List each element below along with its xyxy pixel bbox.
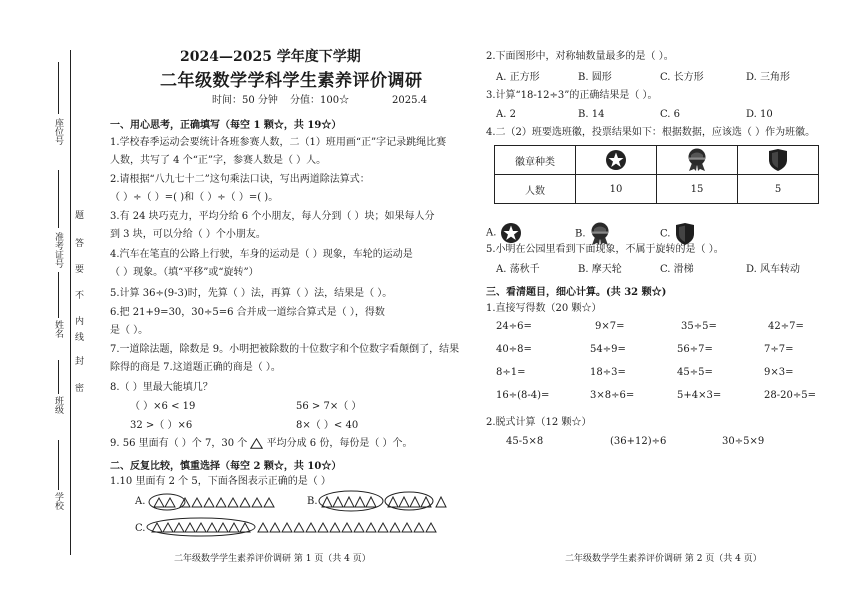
section2-title: 二、反复比较，慎重选择（每空 2 颗☆，共 10☆） xyxy=(110,461,342,472)
question-3: 3.有 24 块巧克力，平均分给 6 个小朋友，每人分到（ ）块；如果每人分 到 3 块，可以分给（ ）个小朋友。 xyxy=(110,211,435,240)
section3-sub1: 1.直接写得数（20 颗☆） xyxy=(486,303,602,314)
question-8d: 8×（ ）< 40 xyxy=(296,420,359,431)
s2-question-1: 1.10 里面有 2 个 5，下面各图表示正确的是（ ） xyxy=(110,476,331,487)
medal-badge-count: 15 xyxy=(657,175,738,204)
calc-item: 7÷7= xyxy=(764,344,794,355)
question-9-pre: 9. 56 里面有（ ）个 7，30 个 xyxy=(110,438,248,449)
s2-question-3: 3.计算“18-12÷3”的正确结果是（ ）。 xyxy=(486,90,658,101)
shield-badge-count: 5 xyxy=(738,175,819,204)
badge-star-cell xyxy=(576,146,657,175)
badge-medal-cell xyxy=(657,146,738,175)
seal-char: 封 xyxy=(75,357,85,367)
calc-item: 9×7= xyxy=(595,321,625,332)
s2-q5-option-d[interactable]: D. 风车转动 xyxy=(746,264,801,275)
triangle-icon xyxy=(250,438,263,449)
s2-q3-option-c[interactable]: C. 6 xyxy=(660,109,681,120)
calc-item: 3×8÷6= xyxy=(590,390,635,401)
exam-date: 2025.4 xyxy=(392,95,427,106)
s2-q4-option-a[interactable]: A. xyxy=(486,222,522,244)
question-7: 7.一道除法题，除数是 9。小明把被除数的十位数字和个位数字看颠倒了，结果 除得的商是 7.这道题正确的商是（ ）。 xyxy=(110,344,460,373)
s2-q5-option-c[interactable]: C. 滑梯 xyxy=(660,264,694,275)
step-calc-item: (36+12)÷6 xyxy=(610,436,667,447)
medal-badge-icon xyxy=(686,148,708,172)
class-label: 班级 xyxy=(53,396,63,414)
binding-line xyxy=(70,50,71,555)
school-field[interactable] xyxy=(58,440,59,490)
table-header-label: 徽章种类 xyxy=(495,146,576,175)
medal-badge-icon xyxy=(589,222,611,246)
calc-item: 45÷5= xyxy=(677,367,713,378)
page-title: 二年级数学学科学生素养评价调研 xyxy=(160,71,423,91)
question-1: 1.学校春季运动会要统计各班参赛人数，二（1）班用画“正”字记录跳绳比赛 人数，共写了 4 个“正”字，参赛人数是（ ）人。 xyxy=(110,137,447,166)
s2-q3-option-a[interactable]: A. 2 xyxy=(496,109,516,120)
question-8b: 56 > 7×（ ） xyxy=(296,401,362,412)
s2-q3-option-d[interactable]: D. 10 xyxy=(746,109,773,120)
s2-q2-option-c[interactable]: C. 长方形 xyxy=(660,72,704,83)
s2-q5-option-a[interactable]: A. 荡秋千 xyxy=(496,264,540,275)
question-4: 4.汽车在笔直的公路上行驶，车身的运动是（ ）现象，车轮的运动是 （ ）现象。（填“平移”或“旋转”） xyxy=(110,249,413,278)
seal-char: 答 xyxy=(75,239,85,249)
s2-q5-option-b[interactable]: B. 摩天轮 xyxy=(578,264,622,275)
seal-char: 不 xyxy=(75,291,85,301)
question-5: 5.计算 36÷(9-3)时，先算（ ）法，再算（ ）法，结果是（ ）。 xyxy=(110,288,393,299)
section1-title: 一、用心思考，正确填写（每空 1 颗☆，共 19☆） xyxy=(110,120,342,131)
s2-q2-option-a[interactable]: A. 正方形 xyxy=(496,72,540,83)
s2-question-4: 4.二（2）班要选班徽，投票结果如下：根据数据，应该选（ ）作为班徽。 xyxy=(486,127,816,138)
s2-q4-option-c[interactable]: C. xyxy=(660,222,696,246)
exam-number-label: 准考证号 xyxy=(53,232,63,268)
question-9 xyxy=(110,438,413,450)
table-row-label: 人数 xyxy=(495,175,576,204)
seat-number-label: 座位号 xyxy=(53,118,63,145)
question-8: 8.（ ）里最大能填几？ xyxy=(110,382,213,393)
calc-item: 56÷7= xyxy=(677,344,713,355)
s2-q1-option-b-label: B. xyxy=(307,496,318,507)
seal-char: 线 xyxy=(75,333,85,343)
seal-char: 题 xyxy=(75,211,85,221)
time-label: 时间：50 分钟 xyxy=(212,95,278,106)
seal-char: 要 xyxy=(75,265,85,275)
badge-vote-table xyxy=(494,145,819,204)
calc-item: 8÷1= xyxy=(496,367,526,378)
s2-question-5: 5.小明在公园里看到下面现象，不属于旋转的是（ ）。 xyxy=(486,244,724,255)
s2-q2-option-b[interactable]: B. 圆形 xyxy=(578,72,612,83)
year-title: 2024—2025 学年度下学期 xyxy=(180,49,361,65)
page-footer-left: 二年级数学学生素养评价调研 第 1 页（共 4 页） xyxy=(174,554,371,564)
seal-char: 密 xyxy=(75,384,85,394)
seal-char: 内 xyxy=(75,317,85,327)
s2-q1-option-b-figure[interactable] xyxy=(318,488,458,518)
name-field[interactable] xyxy=(58,272,59,318)
question-8a: （ ）×6 < 19 xyxy=(130,401,196,412)
step-calc-item: 30÷5×9 xyxy=(722,436,765,447)
s2-q3-option-b[interactable]: B. 14 xyxy=(578,109,605,120)
calc-item: 28-20÷5= xyxy=(764,390,816,401)
question-9-post: 平均分成 6 份，每份是（ ）个。 xyxy=(266,438,413,449)
school-label: 学校 xyxy=(53,492,63,510)
calc-item: 35÷5= xyxy=(681,321,717,332)
class-field[interactable] xyxy=(58,360,59,394)
calc-item: 54÷9= xyxy=(590,344,626,355)
calc-item: 9×3= xyxy=(764,367,794,378)
star-badge-icon xyxy=(500,222,522,244)
page-footer-right: 二年级数学学生素养评价调研 第 2 页（共 4 页） xyxy=(565,554,762,564)
question-6: 6.把 21+9=30，30÷5=6 合并成一道综合算式是（ ），得数 是（ ）。 xyxy=(110,307,385,336)
name-label: 姓名 xyxy=(53,320,63,338)
calc-item: 40÷8= xyxy=(496,344,532,355)
s2-question-2: 2.下面图形中，对称轴数量最多的是（ ）。 xyxy=(486,51,674,62)
seat-number-field[interactable] xyxy=(58,62,59,114)
calc-item: 5+4×3= xyxy=(677,390,722,401)
calc-item: 24÷6= xyxy=(496,321,532,332)
section3-sub2: 2.脱式计算（12 颗☆） xyxy=(486,417,592,428)
s2-q1-option-a-label: A. xyxy=(135,496,146,507)
badge-shield-cell xyxy=(738,146,819,175)
s2-q1-option-a-figure[interactable] xyxy=(148,490,298,516)
star-badge-icon xyxy=(605,149,627,171)
step-calc-item: 45-5×8 xyxy=(506,436,544,447)
calc-item: 42÷7= xyxy=(768,321,804,332)
star-badge-count: 10 xyxy=(576,175,657,204)
s2-q2-option-d[interactable]: D. 三角形 xyxy=(746,72,791,83)
question-8c: 32 >（ ）×6 xyxy=(130,420,193,431)
shield-badge-icon xyxy=(674,222,696,246)
score-label: 分值：100☆ xyxy=(290,95,350,106)
section3-title: 三、看清题目，细心计算。(共 32 颗☆) xyxy=(486,287,667,298)
exam-number-field[interactable] xyxy=(58,170,59,228)
question-2: 2.请根据“八九七十二”这句乘法口诀，写出两道除法算式： （ ）÷（ ）=( )和（ ）÷（ ）=( )。 xyxy=(110,174,370,203)
s2-q4-option-b[interactable]: B. xyxy=(575,222,611,246)
s2-q1-option-c-figure[interactable] xyxy=(146,515,446,543)
calc-item: 16÷(8-4)= xyxy=(496,390,550,401)
s2-q1-option-c-label: C. xyxy=(135,523,146,534)
shield-badge-icon xyxy=(767,148,789,172)
calc-item: 18÷3= xyxy=(590,367,626,378)
